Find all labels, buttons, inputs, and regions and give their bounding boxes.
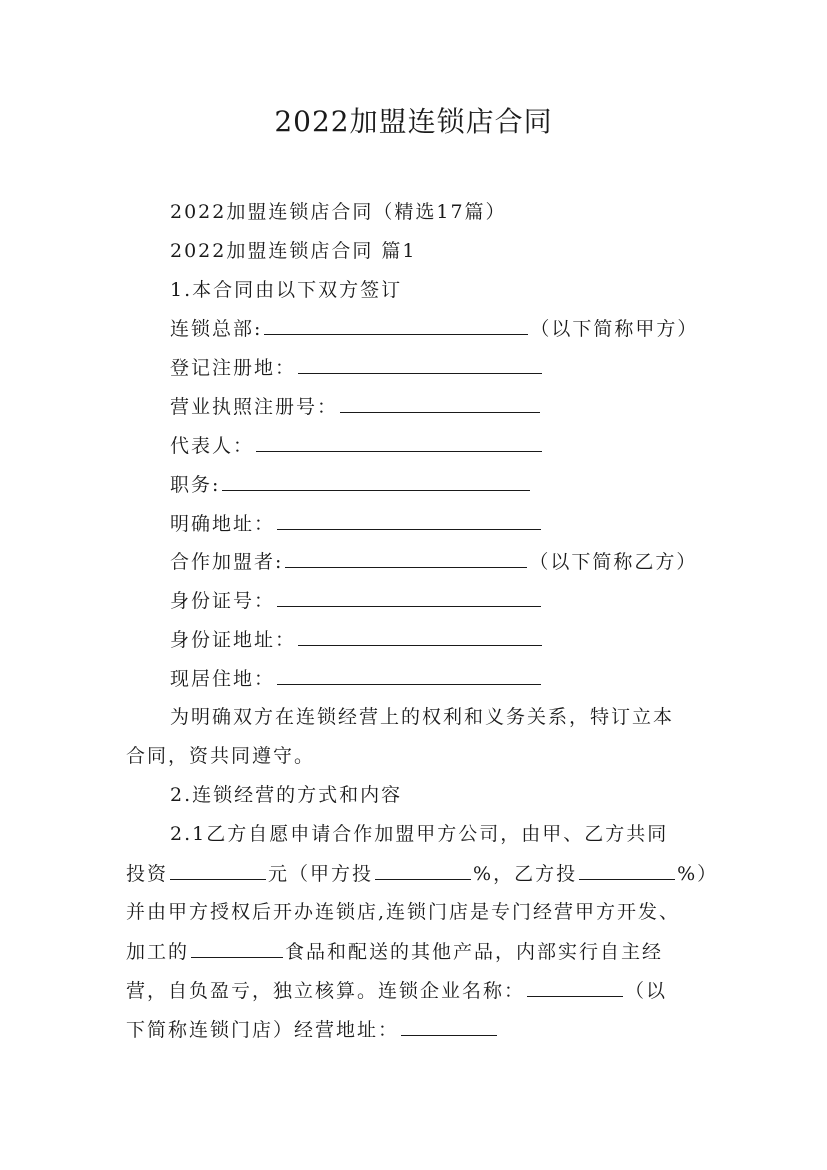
id-blank bbox=[277, 588, 541, 607]
position-field bbox=[170, 472, 532, 497]
id-field bbox=[170, 588, 543, 613]
reg-place-blank bbox=[298, 355, 542, 374]
rep-blank bbox=[256, 433, 542, 452]
clause21-line6 bbox=[126, 1017, 499, 1042]
purpose-line1: 为明确双方在连锁经营上的权利和义务关系，特订立本 bbox=[170, 706, 675, 728]
franchisee-suffix: （以下简称乙方） bbox=[529, 551, 698, 573]
address-label: 明确地址： bbox=[170, 513, 276, 535]
residence-label: 现居住地： bbox=[170, 668, 276, 690]
abbrev-open: （以 bbox=[625, 980, 668, 1002]
franchisee-blank bbox=[285, 549, 527, 568]
hq-suffix: （以下简称甲方） bbox=[530, 318, 699, 340]
clause21-line1: 2.1乙方自愿申请合作加盟甲方公司，由甲、乙方共同 bbox=[170, 823, 669, 845]
position-blank bbox=[222, 472, 530, 491]
clause1-heading: 1.本合同由以下双方签订 bbox=[170, 279, 403, 301]
rep-label: 代表人： bbox=[170, 435, 255, 457]
invest-blank bbox=[170, 861, 266, 880]
clause2-heading: 2.连锁经营的方式和内容 bbox=[170, 784, 403, 806]
franchisee-label: 合作加盟者: bbox=[170, 551, 284, 573]
clause21-line4 bbox=[126, 939, 663, 964]
residence-blank bbox=[277, 666, 541, 685]
position-label: 职务: bbox=[170, 474, 221, 496]
party-b-share-label: %，乙方投 bbox=[473, 863, 578, 885]
rep-field bbox=[170, 433, 544, 458]
id-address-field bbox=[170, 627, 544, 652]
reg-place-label: 登记注册地： bbox=[170, 357, 297, 379]
franchisee-field bbox=[170, 549, 697, 574]
document-subtitle: 2022加盟连锁店合同（精选17篇） bbox=[170, 201, 507, 223]
food-distribution-text: 食品和配送的其他产品，内部实行自主经 bbox=[285, 941, 664, 963]
clause21-line2 bbox=[126, 861, 718, 886]
id-address-label: 身份证地址： bbox=[170, 629, 297, 651]
section-heading: 2022加盟连锁店合同 篇1 bbox=[170, 240, 417, 262]
address-field bbox=[170, 511, 543, 536]
company-name-label: 营，自负盈亏，独立核算。连锁企业名称： bbox=[126, 980, 526, 1002]
hq-blank bbox=[264, 316, 528, 335]
party-b-share-blank bbox=[579, 861, 675, 880]
processed-label: 加工的 bbox=[126, 941, 190, 963]
id-label: 身份证号： bbox=[170, 590, 276, 612]
license-label: 营业执照注册号： bbox=[170, 396, 339, 418]
license-field bbox=[170, 394, 542, 419]
address-blank bbox=[277, 511, 541, 530]
reg-place-field bbox=[170, 355, 544, 380]
company-name-blank bbox=[527, 978, 623, 997]
business-address-label: 下简称连锁门店）经营地址： bbox=[126, 1019, 400, 1041]
invest-label: 投资 bbox=[126, 863, 169, 885]
purpose-line2: 合同，资共同遵守。 bbox=[126, 745, 316, 767]
clause21-line5 bbox=[126, 978, 667, 1003]
business-address-blank bbox=[401, 1017, 497, 1036]
share-close: %） bbox=[677, 863, 719, 885]
hq-field bbox=[170, 316, 698, 341]
hq-label: 连锁总部: bbox=[170, 318, 263, 340]
party-a-share-blank bbox=[375, 861, 471, 880]
food-type-blank bbox=[191, 939, 283, 958]
license-blank bbox=[340, 394, 540, 413]
page-title: 2022加盟连锁店合同 bbox=[274, 105, 553, 138]
residence-field bbox=[170, 666, 543, 691]
party-a-share-label: 元（甲方投 bbox=[268, 863, 374, 885]
id-address-blank bbox=[298, 627, 542, 646]
clause21-line3: 并由甲方授权后开办连锁店,连锁门店是专门经营甲方开发、 bbox=[126, 901, 681, 923]
